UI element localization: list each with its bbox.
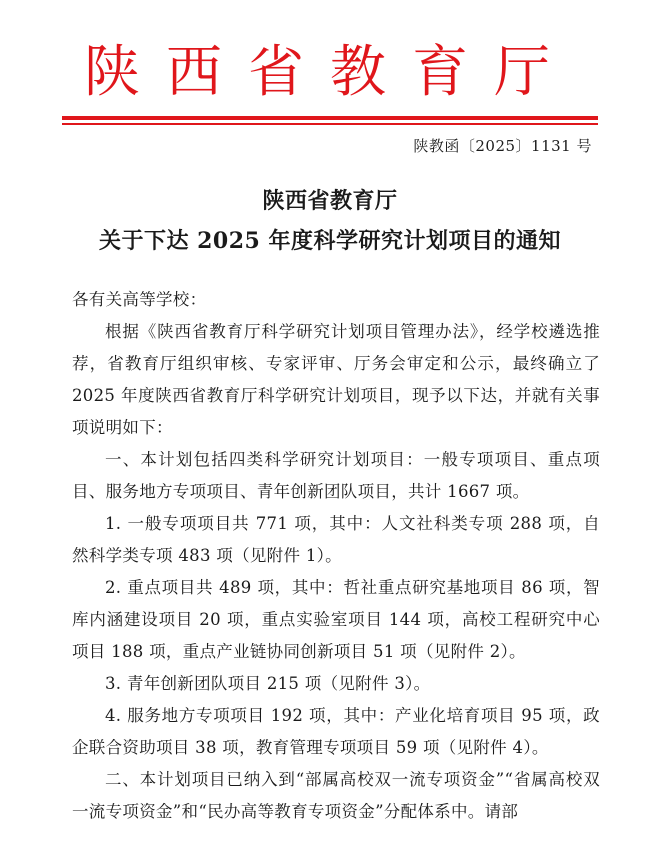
document-title-line1: 陕西省教育厅: [262, 188, 398, 214]
paragraph-intro: 根据《陕西省教育厅科学研究计划项目管理办法》，经学校遴选推荐，省教育厅组织审核、专家评审、厅务会审定和公示，最终确立了 2025 年度陕西省教育厅科学研究计划项目，现予以下达，并就有关事项说明如下：: [72, 322, 600, 437]
document-title-line2: 关于下达 2025 年度科学研究计划项目的通知: [98, 228, 562, 254]
paragraph-section-2: 二、本计划项目已纳入到“部属高校双一流专项资金”“省属高校双一流专项资金”和“民办高等教育专项资金”分配体系中。请部: [72, 770, 600, 821]
paragraph-item-1: 1. 一般专项项目共 771 项，其中：人文社科类专项 288 项，自然科学类专项 483 项（见附件 1）。: [72, 514, 600, 565]
masthead-title: 陕西省教育厅: [84, 40, 576, 105]
masthead-rule-thick: [62, 116, 598, 120]
paragraph-item-3: 3. 青年创新团队项目 215 项（见附件 3）。: [105, 674, 431, 693]
paragraph-section-1: 一、本计划包括四类科学研究计划项目：一般专项项目、重点项目、服务地方专项项目、青年创新团队项目，共计 1667 项。: [72, 450, 600, 501]
document-body: [72, 284, 600, 828]
document-number: 陕教函〔2025〕1131 号: [413, 137, 592, 155]
paragraph-item-4: 4. 服务地方专项项目 192 项，其中：产业化培育项目 95 项，政企联合资助项目 38 项，教育管理专项项目 59 项（见附件 4）。: [72, 706, 600, 757]
salutation: 各有关高等学校：: [72, 290, 207, 309]
paragraph-item-2: 2. 重点项目共 489 项，其中：哲社重点研究基地项目 86 项，智库内涵建设项目 20 项，重点实验室项目 144 项，高校工程研究中心项目 188 项，重点产业链协同创新项目 51 项（见附件 2）。: [72, 578, 600, 661]
masthead-rule-thin: [62, 123, 598, 125]
